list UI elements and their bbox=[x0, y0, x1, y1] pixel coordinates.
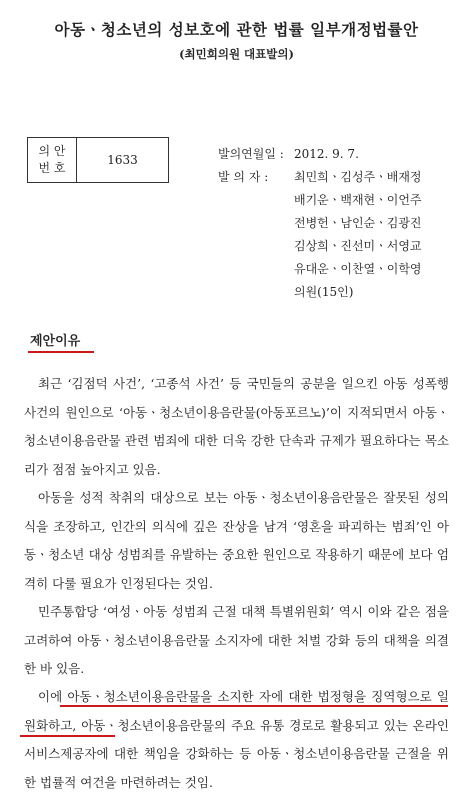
proposer-row bbox=[218, 166, 473, 304]
proposer-line: 배기운ㆍ백재현ㆍ이언주 bbox=[294, 193, 422, 207]
paragraph-3: 민주통합당 ‘여성ㆍ아동 성범죄 근절 대책 특별위원회’ 역시 이와 같은 점을 고려하여 아동ㆍ청소년이용음란물 소지자에 대한 처벌 강화 등의 대책을 의결한 바 있음. bbox=[24, 604, 449, 676]
proposer-list bbox=[294, 166, 473, 304]
bill-meta bbox=[218, 143, 473, 304]
date-value: 2012. 9. 7. bbox=[294, 147, 359, 161]
proposer-line: 최민희ㆍ김성주ㆍ배재정 bbox=[294, 170, 422, 184]
bill-number-label bbox=[28, 138, 77, 182]
paragraph-2: 아동을 성적 착취의 대상으로 보는 아동ㆍ청소년이용음란물은 잘못된 성의식을 조장하고, 인간의 의식에 깊은 잔상을 남겨 ‘영혼을 파괴하는 범죄’인 아동ㆍ청소년 대상 성범죄를 유발하는 중요한 원인으로 작용하기 때문에 보다 엄격히 다룰 필요가 인정된다는 것임. bbox=[24, 490, 449, 591]
proposer-label: 발 의 자 : bbox=[218, 170, 269, 184]
bill-number-box bbox=[27, 137, 169, 183]
date-row bbox=[218, 143, 473, 166]
bill-subtitle: (최민희의원 대표발의) bbox=[179, 47, 294, 61]
bill-title: 아동ㆍ청소년의 성보호에 관한 법률 일부개정법률안 bbox=[54, 20, 419, 39]
paragraph-1: 최근 ‘김점덕 사건’, ‘고종석 사건’ 등 국민들의 공분을 일으킨 아동 성폭행 사건의 원인으로 ‘아동ㆍ청소년이용음란물(아동포르노)’이 지적되면서 아동ㆍ청소년이용음란물 관련 범죄에 대한 더욱 강한 단속과 규제가 필요하다는 목소리가 점점 높아지고 있음. bbox=[24, 376, 449, 477]
date-label: 발의연월일 : bbox=[218, 147, 284, 161]
bill-number-value: 1633 bbox=[107, 153, 138, 167]
highlight-underline-1 bbox=[60, 705, 448, 707]
proposer-line: 김상희ㆍ진선미ㆍ서영교 bbox=[294, 239, 422, 253]
section-heading bbox=[30, 330, 80, 349]
section-underline bbox=[28, 351, 94, 353]
highlight-underline-2 bbox=[20, 735, 115, 737]
proposer-line: 의원(15인) bbox=[294, 285, 354, 299]
bill-number-label-line2: 번 호 bbox=[38, 161, 66, 175]
paragraph-4: 이에 아동ㆍ청소년이용음란물을 소지한 자에 대한 법정형을 징역형으로 일원화하고, 아동ㆍ청소년이용음란물의 주요 유통 경로로 활용되고 있는 온라인서비스제공자에 대한 책임을 강화하는 등 아동ㆍ청소년이용음란물 근절을 위한 법률적 여건을 마련하려는 것임. bbox=[24, 689, 449, 790]
bill-number-label-line1: 의 안 bbox=[38, 144, 66, 158]
proposer-line: 유대운ㆍ이찬열ㆍ이학영 bbox=[294, 262, 422, 276]
proposer-line: 전병헌ㆍ남인순ㆍ김광진 bbox=[294, 216, 422, 230]
section-heading-text: 제안이유 bbox=[30, 334, 81, 349]
